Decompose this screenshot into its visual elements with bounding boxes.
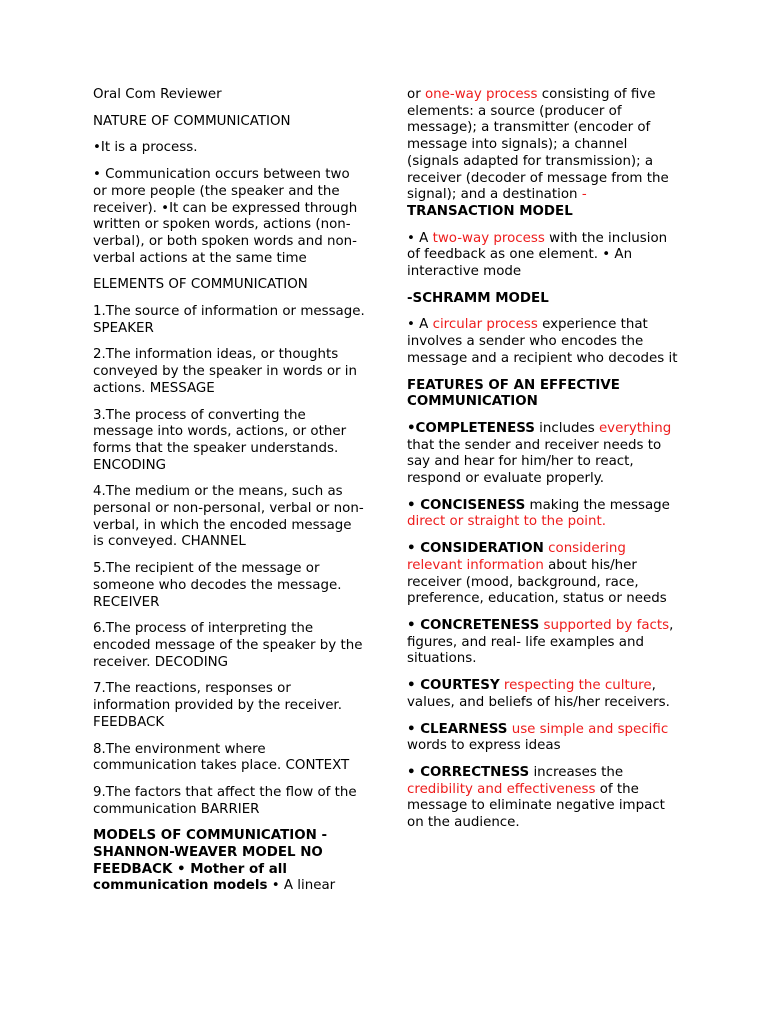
feature-label: • CONSIDERATION bbox=[407, 541, 544, 557]
text-run: making the message bbox=[525, 497, 670, 513]
feature-label: • CLEARNESS bbox=[407, 721, 508, 737]
feature-conciseness bbox=[407, 498, 679, 531]
feature-clearness bbox=[407, 722, 679, 755]
text-run: , figures, and real- life examples and situations. bbox=[407, 617, 674, 667]
text-run: of the message to eliminate negative impact on the audience. bbox=[407, 781, 665, 831]
element-5: 5.The recipient of the message or someone who decodes the message. RECEIVER bbox=[93, 561, 342, 610]
feature-completeness bbox=[407, 421, 679, 488]
nature-point-2: • Communication occurs between two or more people (the speaker and the receiver). •It can be expressed through written or spoken words, actions (non-verbal), or both spoken words and non-verbal actions at the same time bbox=[93, 167, 358, 266]
models-tail: • A linear bbox=[267, 878, 336, 894]
right-column bbox=[407, 87, 679, 842]
models-paragraph bbox=[93, 828, 365, 895]
schramm-heading-text: -SCHRAMM MODEL bbox=[407, 290, 549, 306]
document-title: Oral Com Reviewer bbox=[93, 87, 222, 102]
models-heading: MODELS OF COMMUNICATION - SHANNON-WEAVER MODEL NO FEEDBACK • Mother of all communication models bbox=[93, 828, 328, 894]
feature-label: • CORRECTNESS bbox=[407, 764, 530, 780]
left-column bbox=[93, 87, 365, 905]
text-run: words to express ideas bbox=[407, 738, 561, 754]
highlight: everything bbox=[598, 420, 672, 436]
nature-point-1: •It is a process. bbox=[93, 140, 198, 156]
schramm-paragraph bbox=[407, 317, 679, 367]
elements-heading: ELEMENTS OF COMMUNICATION bbox=[93, 277, 308, 293]
element-1: 1.The source of information or message. SPEAKER bbox=[93, 304, 365, 336]
feature-label: •COMPLETENESS bbox=[407, 420, 535, 436]
element-4: 4.The medium or the means, such as personal or non-personal, verbal or non-verbal, in which the encoded message is conveyed. CHANNEL bbox=[93, 484, 364, 550]
features-heading bbox=[407, 378, 679, 411]
text-run: consisting of five elements: a source (producer of message); a transmitter (encoder of message into signals); a channel (signals adapted for transmission); a receiver (decoder of message from the signal); and a destination bbox=[407, 87, 669, 203]
text-run: , values, and beliefs of his/her receivers. bbox=[407, 678, 670, 710]
highlight-two-way: two-way process bbox=[432, 230, 545, 246]
nature-heading: NATURE OF COMMUNICATION bbox=[93, 113, 291, 129]
feature-concreteness bbox=[407, 618, 679, 668]
text-run: increases the bbox=[529, 764, 624, 780]
text-run: about his/her receiver (mood, background, race, preference, education, status or needs bbox=[407, 557, 667, 607]
highlight: use simple and specific bbox=[511, 721, 669, 737]
highlight: direct or straight to the point. bbox=[407, 514, 606, 530]
text-run: experience that involves a sender who encodes the message and a recipient who decodes it bbox=[407, 317, 678, 366]
text-run: with the inclusion of feedback as one element. • An interactive mode bbox=[407, 230, 668, 280]
element-9: 9.The factors that affect the flow of the communication BARRIER bbox=[93, 784, 357, 817]
feature-label: • COURTESY bbox=[407, 678, 500, 694]
schramm-heading bbox=[407, 291, 679, 308]
feature-label: • CONCRETENESS bbox=[407, 617, 540, 633]
highlight: considering relevant information bbox=[407, 541, 626, 573]
text-run: • A bbox=[407, 317, 433, 333]
text-run: includes bbox=[534, 420, 599, 436]
highlight: supported by facts bbox=[543, 617, 670, 633]
element-7: 7.The reactions, responses or information provided by the receiver. FEEDBACK bbox=[93, 681, 342, 730]
feature-consideration bbox=[407, 541, 679, 608]
highlight-one-way: one-way process bbox=[424, 87, 538, 102]
linear-model-paragraph bbox=[407, 87, 679, 221]
element-2: 2.The information ideas, or thoughts conveyed by the speaker in words or in actions. MESSAGE bbox=[93, 347, 358, 396]
highlight-circular: circular process bbox=[432, 317, 538, 333]
highlight: credibility and effectiveness bbox=[407, 781, 596, 797]
element-8: 8.The environment where communication takes place. CONTEXT bbox=[93, 741, 350, 774]
element-3: 3.The process of converting the message into words, actions, or other forms that the speaker understands. ENCODING bbox=[93, 407, 347, 473]
text-run: or bbox=[407, 87, 425, 102]
transaction-paragraph bbox=[407, 231, 679, 281]
element-6: 6.The process of interpreting the encoded message of the speaker by the receiver. DECODING bbox=[93, 621, 363, 670]
feature-courtesy bbox=[407, 678, 679, 711]
feature-label: • CONCISENESS bbox=[407, 497, 526, 513]
highlight-dash: - bbox=[581, 187, 587, 203]
text-run: that the sender and receiver needs to say and hear for him/her to react, respond or evaluate properly. bbox=[407, 437, 662, 487]
text-run: • A bbox=[407, 230, 433, 246]
features-heading-text: FEATURES OF AN EFFECTIVE COMMUNICATION bbox=[407, 377, 620, 410]
feature-correctness bbox=[407, 765, 679, 832]
highlight: respecting the culture bbox=[503, 678, 652, 694]
transaction-heading: TRANSACTION MODEL bbox=[407, 203, 573, 219]
